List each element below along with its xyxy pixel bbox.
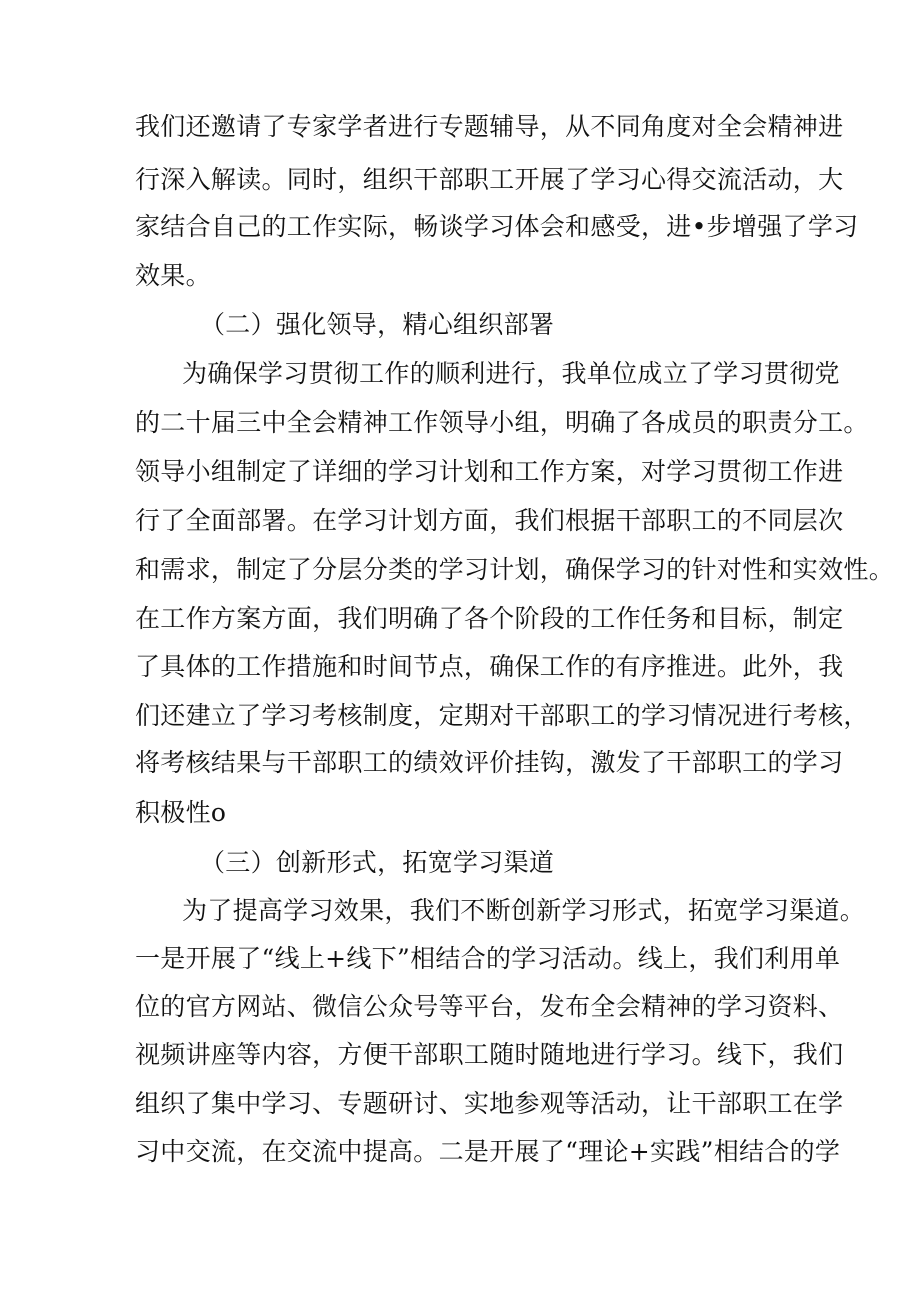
section-heading: （三）创新形式，拓宽学习渠道 [200,848,555,877]
paragraph-line: 为了提高学习效果，我们不断创新学习形式，拓宽学习渠道。 [182,896,866,925]
paragraph-line: 积极性o [135,798,227,827]
paragraph-line: 一是开展了“线上+线下”相结合的学习活动。线上，我们利用单 [135,944,841,973]
paragraph-line: 的二十届三中全会精神工作领导小组，明确了各成员的职责分工。 [135,408,869,437]
paragraph-line: 我们还邀请了专家学者进行专题辅导，从不同角度对全会精神进 [135,112,844,141]
paragraph-line: 在工作方案方面，我们明确了各个阶段的工作任务和目标，制定 [135,604,844,633]
paragraph-line: 了具体的工作措施和时间节点，确保工作的有序推进。此外，我 [135,652,844,681]
paragraph-line: 行了全面部署。在学习计划方面，我们根据干部职工的不同层次 [135,506,844,535]
paragraph-line: 领导小组制定了详细的学习计划和工作方案，对学习贯彻工作进 [135,457,844,486]
paragraph-line: 行深入解读。同时，组织干部职工开展了学习心得交流活动，大 [135,165,844,194]
paragraph-line: 位的官方网站、微信公众号等平台，发布全会精神的学习资料、 [135,992,844,1021]
paragraph-line: 组织了集中学习、专题研讨、实地参观等活动，让干部职工在学 [135,1089,844,1118]
paragraph-line: 们还建立了学习考核制度，定期对干部职工的学习情况进行考核， [135,701,869,730]
paragraph-line: 和需求，制定了分层分类的学习计划，确保学习的针对性和实效性。 [135,555,895,584]
paragraph-line: 效果。 [135,261,211,290]
paragraph-line: 视频讲座等内容，方便干部职工随时随地进行学习。线下，我们 [135,1040,844,1069]
paragraph-line: 为确保学习贯彻工作的顺利进行，我单位成立了学习贯彻党 [182,359,840,388]
paragraph-line: 将考核结果与干部职工的绩效评价挂钩，激发了干部职工的学习 [135,748,844,777]
paragraph-line: 习中交流，在交流中提高。二是开展了“理论+实践”相结合的学 [135,1137,841,1166]
paragraph-line: 家结合自己的工作实际，畅谈学习体会和感受，进•步增强了学习 [135,212,859,241]
section-heading: （二）强化领导，精心组织部署 [200,310,555,339]
